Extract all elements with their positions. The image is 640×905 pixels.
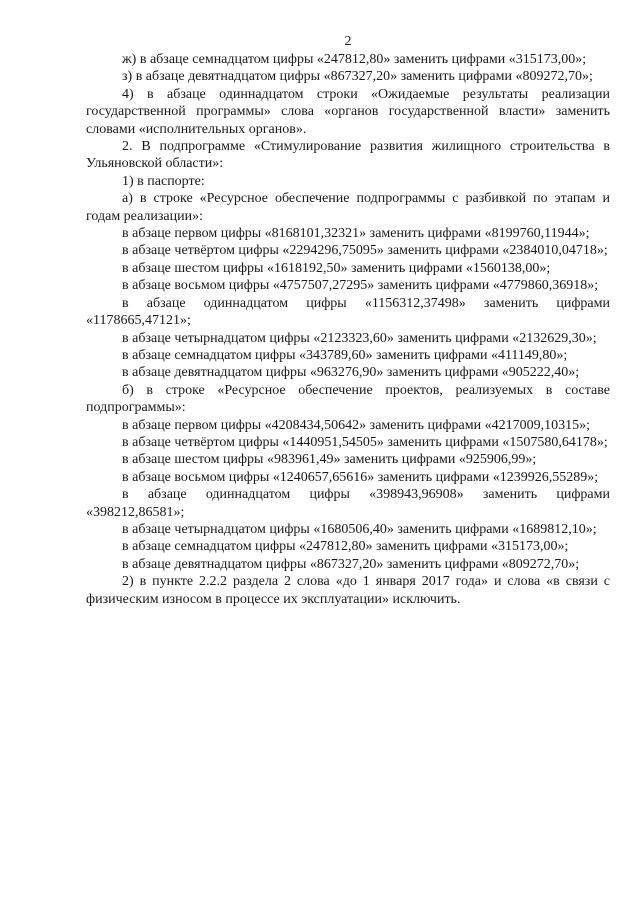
paragraph: в абзаце одиннадцатом цифры «1156312,37498» заменить цифрами «1178665,47121»;	[86, 295, 610, 329]
document-body	[86, 51, 610, 608]
paragraph: в абзаце семнадцатом цифры «247812,80» заменить цифрами «315173,00»;	[122, 539, 569, 555]
paragraph: ж) в абзаце семнадцатом цифры «247812,80» заменить цифрами «315173,00»;	[122, 52, 587, 67]
paragraph: в абзаце восьмом цифры «1240657,65616» заменить цифрами «1239926,55289»;	[122, 469, 599, 485]
paragraph: 2) в пункте 2.2.2 раздела 2 слова «до 1 января 2017 года» и слова «в связи с физическим износом в процессе их эксплуатации» исключить.	[86, 574, 610, 607]
paragraph: в абзаце семнадцатом цифры «343789,60» заменить цифрами «411149,80»;	[122, 347, 568, 363]
paragraph: в абзаце девятнадцатом цифры «963276,90» заменить цифрами «905222,40»;	[122, 365, 580, 381]
paragraph: в абзаце восьмом цифры «4757507,27295» заменить цифрами «4779860,36918»;	[122, 278, 599, 294]
paragraph: б) в строке «Ресурсное обеспечение проектов, реализуемых в составе подпрограммы»:	[86, 382, 610, 416]
paragraph: в абзаце шестом цифры «1618192,50» заменить цифрами «1560138,00»;	[122, 260, 551, 276]
paragraph: в абзаце первом цифры «8168101,32321» заменить цифрами «8199760,11944»;	[122, 226, 590, 242]
page-number: 2	[344, 34, 352, 49]
paragraph: в абзаце одиннадцатом цифры «398943,96908» заменить цифрами «398212,86581»;	[86, 487, 610, 520]
paragraph: в абзаце шестом цифры «983961,49» заменить цифрами «925906,99»;	[122, 452, 537, 468]
paragraph: в абзаце четвёртом цифры «2294296,75095» заменить цифрами «2384010,04718»;	[122, 243, 608, 259]
paragraph: в абзаце первом цифры «4208434,50642» заменить цифрами «4217009,10315»;	[122, 417, 590, 433]
paragraph: 2. В подпрограмме «Стимулирование развития жилищного строительства в Ульяновской области»:	[86, 139, 610, 172]
paragraph: в абзаце четырнадцатом цифры «1680506,40» заменить цифрами «1689812,10»;	[122, 521, 597, 537]
paragraph: а) в строке «Ресурсное обеспечение подпрограммы с разбивкой по этапам и годам реализации»:	[86, 191, 610, 224]
paragraph: в абзаце четвёртом цифры «1440951,54505» заменить цифрами «1507580,64178»;	[122, 434, 608, 450]
paragraph: 1) в паспорте:	[122, 173, 205, 189]
paragraph: в абзаце девятнадцатом цифры «867327,20» заменить цифрами «809272,70»;	[122, 556, 580, 572]
paragraph: в абзаце четырнадцатом цифры «2123323,60» заменить цифрами «2132629,30»;	[122, 330, 597, 346]
paragraph: з) в абзаце девятнадцатом цифры «867327,20» заменить цифрами «809272,70»;	[122, 69, 593, 85]
paragraph: 4) в абзаце одиннадцатом строки «Ожидаемые результаты реализации государственной программы» слова «органов государственной власти» заменить словами «исполнительных органов».	[86, 86, 610, 137]
